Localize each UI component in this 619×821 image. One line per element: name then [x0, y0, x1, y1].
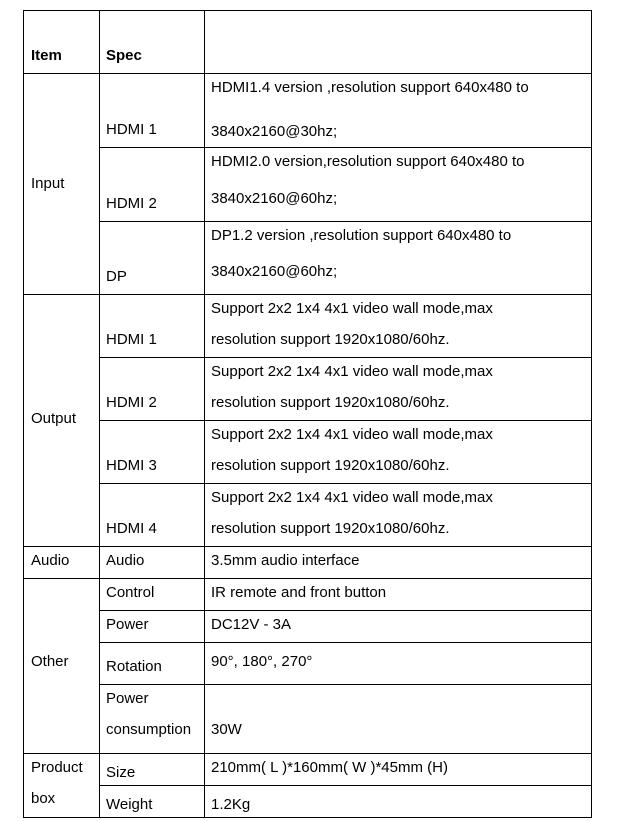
detail-output-hdmi2-line1: Support 2x2 1x4 4x1 video wall mode,max [211, 363, 493, 380]
spec-other-rotation: Rotation [106, 658, 162, 675]
detail-other-power: DC12V - 3A [211, 616, 292, 633]
group-divider [23, 578, 592, 579]
spec-product-weight: Weight [106, 796, 153, 813]
spec-input-hdmi2: HDMI 2 [106, 195, 157, 212]
spec-product-size: Size [106, 764, 136, 781]
group-label-input: Input [31, 175, 65, 192]
detail-audio: 3.5mm audio interface [211, 552, 360, 569]
table-border-bottom [23, 817, 592, 818]
table-border-left [23, 10, 24, 818]
detail-input-hdmi2-line2: 3840x2160@60hz; [211, 190, 338, 207]
group-divider [23, 294, 592, 295]
detail-output-hdmi3-line1: Support 2x2 1x4 4x1 video wall mode,max [211, 426, 493, 443]
detail-output-hdmi1-line1: Support 2x2 1x4 4x1 video wall mode,max [211, 300, 493, 317]
header-spec: Spec [106, 47, 142, 64]
spec-other-power-consumption-line2: consumption [106, 721, 192, 738]
detail-product-weight: 1.2Kg [211, 796, 251, 813]
row-divider [99, 221, 592, 222]
spec-output-hdmi3: HDMI 3 [106, 457, 157, 474]
spec-output-hdmi2: HDMI 2 [106, 394, 157, 411]
spec-input-hdmi1: HDMI 1 [106, 121, 157, 138]
detail-output-hdmi4-line2: resolution support 1920x1080/60hz. [211, 520, 450, 537]
detail-other-power-consumption: 30W [211, 721, 242, 738]
row-divider [99, 642, 592, 643]
spec-other-power: Power [106, 616, 149, 633]
row-divider [99, 684, 592, 685]
group-divider [23, 546, 592, 547]
row-divider [99, 610, 592, 611]
group-label-output: Output [31, 410, 77, 427]
detail-input-hdmi1-line2: 3840x2160@30hz; [211, 123, 338, 140]
group-divider [23, 753, 592, 754]
detail-output-hdmi2-line2: resolution support 1920x1080/60hz. [211, 394, 450, 411]
detail-input-dp-line2: 3840x2160@60hz; [211, 263, 338, 280]
group-label-audio: Audio [31, 552, 70, 569]
group-label-other: Other [31, 653, 69, 670]
group-label-product-box-line1: Product [31, 759, 83, 776]
header-divider [23, 73, 592, 74]
spec-audio: Audio [106, 552, 145, 569]
detail-output-hdmi4-line1: Support 2x2 1x4 4x1 video wall mode,max [211, 489, 493, 506]
spec-other-control: Control [106, 584, 155, 601]
spec-input-dp: DP [106, 268, 127, 285]
column-divider-item [99, 10, 100, 818]
row-divider [99, 483, 592, 484]
detail-other-rotation: 90°, 180°, 270° [211, 653, 313, 670]
spec-output-hdmi1: HDMI 1 [106, 331, 157, 348]
column-divider-spec [204, 10, 205, 818]
row-divider [99, 357, 592, 358]
row-divider [99, 785, 592, 786]
row-divider [99, 147, 592, 148]
row-divider [99, 420, 592, 421]
detail-other-control: IR remote and front button [211, 584, 387, 601]
group-label-product-box-line2: box [31, 790, 56, 807]
detail-output-hdmi3-line2: resolution support 1920x1080/60hz. [211, 457, 450, 474]
table-border-right [591, 10, 592, 818]
spec-table [23, 10, 592, 818]
detail-input-hdmi1-line1: HDMI1.4 version ,resolution support 640x480 to [211, 79, 529, 96]
spec-other-power-consumption-line1: Power [106, 690, 149, 707]
detail-input-dp-line1: DP1.2 version ,resolution support 640x480 to [211, 227, 512, 244]
detail-input-hdmi2-line1: HDMI2.0 version,resolution support 640x480 to [211, 153, 525, 170]
detail-output-hdmi1-line2: resolution support 1920x1080/60hz. [211, 331, 450, 348]
detail-product-size: 210mm( L )*160mm( W )*45mm (H) [211, 759, 448, 776]
header-item: Item [31, 47, 62, 64]
spec-output-hdmi4: HDMI 4 [106, 520, 157, 537]
table-border-top [23, 10, 592, 11]
